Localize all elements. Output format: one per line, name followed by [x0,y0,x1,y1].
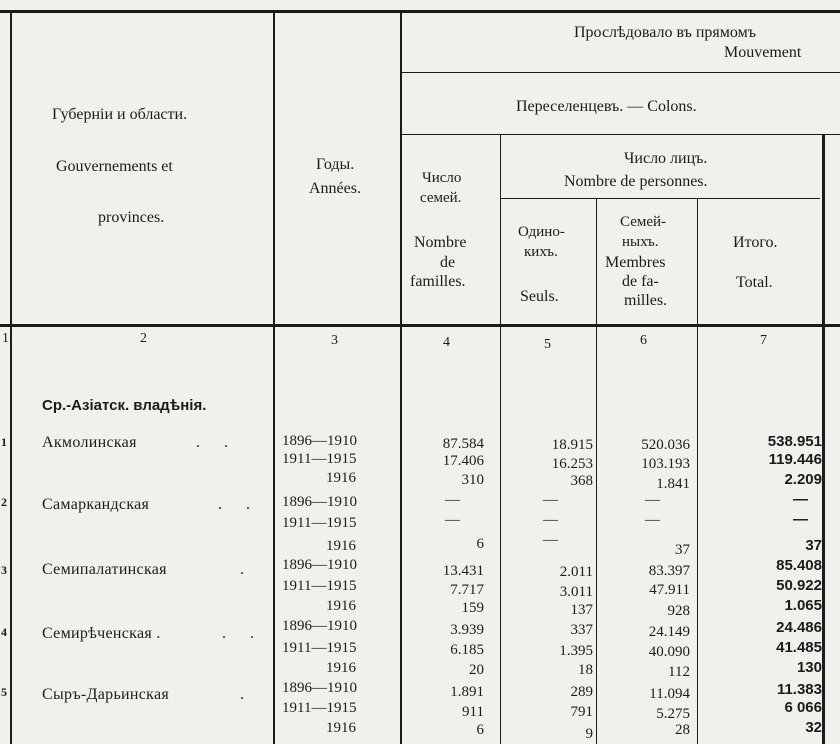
header-investigated-ru: Прослѣдовало въ прямомъ [574,24,757,41]
header-total-fr: Total. [736,274,773,291]
column-number-1: 1 [2,331,9,346]
year-cell: 1896—1910 [282,680,357,696]
total-cell: — [793,491,808,508]
leader-dots: . . [218,496,260,513]
col-divider-1 [10,10,12,744]
single-cell: 289 [570,684,593,700]
section-title: Ср.-Азіатск. владѣнія. [42,397,207,414]
single-cell: 9 [585,726,593,742]
total-cell: 538.951 [767,433,822,450]
single-cell: 18.915 [551,437,593,453]
persons-rule [500,198,820,199]
year-cell: 1911—1915 [282,515,357,531]
col-divider-3 [400,10,402,744]
province-semipalatinsk: Семипалатинская [42,561,167,578]
members-cell: 37 [675,542,690,558]
year-cell: 1911—1915 [282,640,357,656]
header-families-fr-3: familles. [410,273,466,290]
header-families-fr-1: Nombre [414,234,467,251]
families-cell: 6 [476,722,484,738]
single-cell: 791 [570,704,593,720]
col-divider-5 [596,198,597,744]
col-divider-6 [697,198,698,744]
column-number-3: 3 [331,333,338,348]
province-semirechensk: Семирѣченская . [42,625,161,642]
total-cell: 2.209 [784,471,822,488]
year-cell: 1916 [326,538,356,554]
row-marker-1: 1 [1,435,7,449]
year-cell: 1916 [326,720,356,736]
row-marker-4: 4 [1,625,7,639]
total-cell: 85.408 [776,557,822,574]
year-cell: 1896—1910 [282,557,357,573]
header-years-fr: Années. [309,180,361,197]
families-cell: — [445,512,460,528]
year-cell: 1896—1910 [282,433,357,449]
header-family-members-fr-2: de fa- [622,273,659,290]
header-colons: Переселенцевъ. — Colons. [516,98,697,115]
col-divider-7 [822,134,825,744]
single-cell: 2.011 [559,564,593,580]
column-number-4: 4 [443,335,450,350]
members-cell: 103.193 [641,456,690,472]
families-cell: 7.717 [450,582,484,598]
year-cell: 1916 [326,598,356,614]
column-number-2: 2 [140,331,147,346]
header-province-fr-2: provinces. [98,209,165,226]
members-cell: 40.090 [648,644,690,660]
single-cell: 337 [570,622,593,638]
header-families-ru-1: Число [422,170,462,186]
members-cell: 520.036 [641,437,690,453]
header-bottom-rule [0,324,840,327]
province-akmolinsk: Акмолинская [42,434,137,451]
total-cell: 1.065 [784,597,822,614]
members-cell: — [645,492,660,508]
header-family-members-ru-2: ныхъ. [622,234,659,250]
header-family-members-fr-3: milles. [624,292,668,309]
year-cell: 1896—1910 [282,494,357,510]
total-cell: 24.486 [776,619,822,636]
single-cell: 1.395 [559,643,593,659]
total-cell: 50.922 [776,577,822,594]
total-cell: 119.446 [768,451,822,468]
province-syr-darya: Сыръ-Дарьинская [42,686,170,703]
families-cell: 911 [462,704,484,720]
year-cell: 1896—1910 [282,618,357,634]
header-family-members-ru-1: Семей- [620,214,667,230]
members-cell: 112 [668,664,690,680]
families-cell: 6 [476,536,484,552]
total-cell: 11.383 [776,681,822,698]
header-persons-ru: Число лицъ. [624,150,708,167]
members-cell: 1.841 [656,476,690,492]
leader-dots: . [240,686,254,703]
header-years-ru: Годы. [316,156,355,173]
year-cell: 1911—1915 [282,700,357,716]
year-cell: 1911—1915 [282,451,357,467]
col-divider-4 [500,134,501,744]
members-cell: 5.275 [656,706,690,722]
row-marker-2: 2 [1,495,7,509]
single-cell: — [543,512,558,528]
members-cell: 11.094 [649,686,690,702]
header-single-fr: Seuls. [520,288,559,305]
top-rule [0,10,840,13]
leader-dots: . . [196,434,238,451]
column-number-7: 7 [760,333,767,348]
families-cell: 6.185 [450,642,484,658]
families-cell: 13.431 [442,563,484,579]
single-cell: 3.011 [559,584,593,600]
single-cell: 16.253 [551,456,593,472]
members-cell: 28 [675,722,690,738]
families-cell: 87.584 [442,436,484,452]
single-cell: 368 [570,473,593,489]
single-cell: 18 [578,662,593,678]
members-cell: 47.911 [649,582,690,598]
families-cell: 1.891 [450,684,484,700]
families-cell: 159 [461,600,484,616]
members-cell: — [645,512,660,528]
row-marker-3: 3 [1,563,7,577]
members-cell: 83.397 [648,563,690,579]
year-cell: 1916 [326,470,356,486]
header-total-ru: Итого. [733,234,778,251]
year-cell: 1916 [326,660,356,676]
header-province-ru: Губерніи и области. [52,106,188,123]
families-cell: 3.939 [450,622,484,638]
members-cell: 928 [667,603,690,619]
province-samarkand: Самаркандская [42,496,150,513]
total-cell: 41.485 [776,639,822,656]
leader-dots: . . [222,625,264,642]
leader-dots: . [240,561,254,578]
header-families-fr-2: de [440,254,456,271]
header-families-ru-2: семей. [420,190,462,206]
total-cell: — [793,511,808,528]
colons-rule [402,134,840,135]
header-family-members-fr-1: Membres [605,254,666,271]
column-number-5: 5 [544,337,551,352]
mouvement-rule [402,72,840,73]
families-cell: — [445,492,460,508]
header-single-ru-1: Одино- [518,224,565,240]
header-mouvement-fr: Mouvement [724,44,802,61]
families-cell: 310 [461,472,484,488]
single-cell: — [543,532,558,548]
header-single-ru-2: кихъ. [524,244,558,260]
column-number-6: 6 [640,333,647,348]
families-cell: 20 [469,662,484,678]
header-province-fr-1: Gouvernements et [56,158,173,175]
single-cell: — [543,492,558,508]
year-cell: 1911—1915 [282,578,357,594]
total-cell: 32 [805,719,822,736]
members-cell: 24.149 [648,624,690,640]
single-cell: 137 [570,602,593,618]
col-divider-2 [273,10,275,744]
families-cell: 17.406 [442,453,484,469]
header-persons-fr: Nombre de personnes. [564,173,708,190]
total-cell: 37 [805,537,822,554]
row-marker-5: 5 [1,685,7,699]
total-cell: 6 066 [784,699,822,716]
total-cell: 130 [796,659,822,676]
